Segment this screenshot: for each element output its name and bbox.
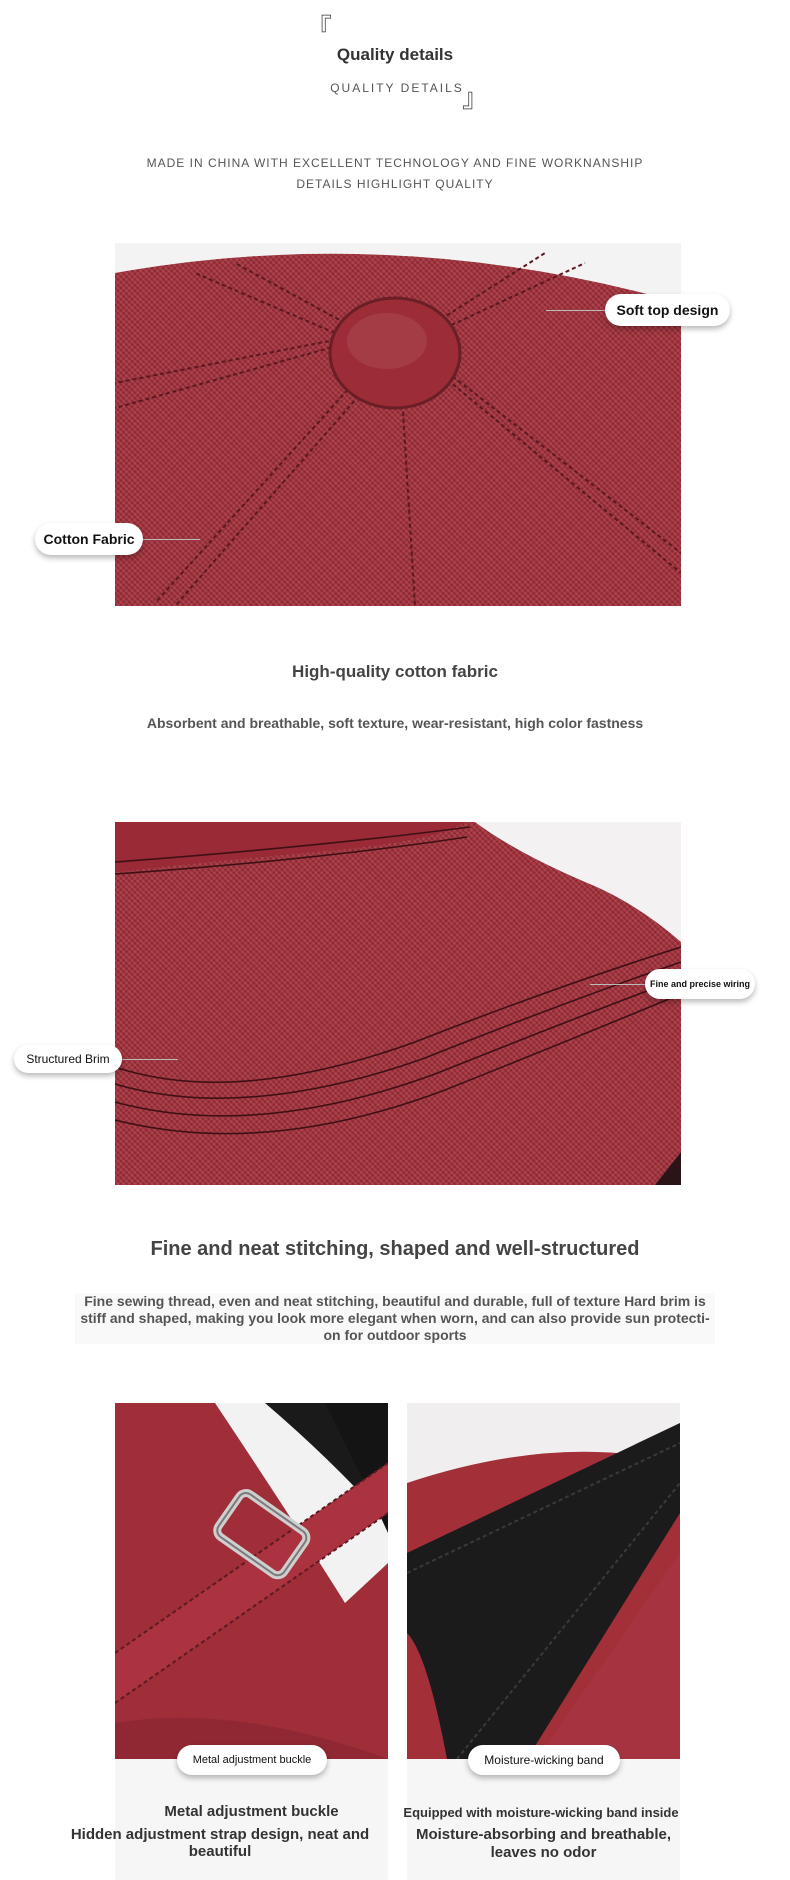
section2-heading: Fine and neat stitching, shaped and well-structured <box>150 1238 640 1260</box>
buckle-caption-desc: Hidden adjustment strap design, neat and beautiful <box>70 1826 370 1860</box>
section2-description-box <box>75 1293 715 1344</box>
cap-brim-photo <box>115 822 681 1185</box>
section1-heading: High-quality cotton fabric <box>292 662 498 681</box>
cotton-fabric-leader-line <box>140 539 200 540</box>
soft-top-callout: Soft top design <box>605 294 730 326</box>
made-in-china-line: MADE IN CHINA WITH EXCELLENT TECHNOLOGY AND FINE WORKNANSHIP <box>146 156 644 170</box>
open-bracket-glyph: 『 <box>306 14 333 44</box>
buckle-photo <box>115 1403 388 1759</box>
sweatband-caption-title: Equipped with moisture-wicking band inside <box>403 1805 679 1820</box>
page-subtitle: QUALITY DETAILS <box>330 81 464 95</box>
soft-top-leader-line <box>546 310 606 311</box>
close-bracket-glyph: 』 <box>462 84 489 114</box>
metal-buckle-pill: Metal adjustment buckle <box>177 1745 327 1775</box>
moisture-band-pill: Moisture-wicking band <box>468 1745 620 1775</box>
page-title: Quality details <box>336 45 454 64</box>
fine-wiring-callout: Fine and precise wiring <box>645 969 755 999</box>
cap-crown-photo <box>115 243 681 606</box>
section2-description: Fine sewing thread, even and neat stitching, beautiful and durable, full of texture Hard brim is stiff and shaped, making you look more elegant when worn, and can also provide sun protecti-on for outdoor sports <box>80 1293 710 1343</box>
cotton-fabric-callout: Cotton Fabric <box>35 523 143 555</box>
quality-tagline: DETAILS HIGHLIGHT QUALITY <box>296 177 494 191</box>
section1-description: Absorbent and breathable, soft texture, wear-resistant, high color fastness <box>146 715 644 731</box>
sweatband-photo <box>407 1403 680 1759</box>
buckle-caption-title: Metal adjustment buckle <box>164 1803 339 1820</box>
wiring-leader-line <box>590 984 645 985</box>
structured-brim-callout: Structured Brim <box>14 1045 122 1073</box>
sweatband-caption-desc-1: Moisture-absorbing and breathable, <box>415 1826 672 1843</box>
structured-brim-leader-line <box>120 1059 178 1060</box>
sweatband-caption-desc-2: leaves no odor <box>490 1844 597 1861</box>
